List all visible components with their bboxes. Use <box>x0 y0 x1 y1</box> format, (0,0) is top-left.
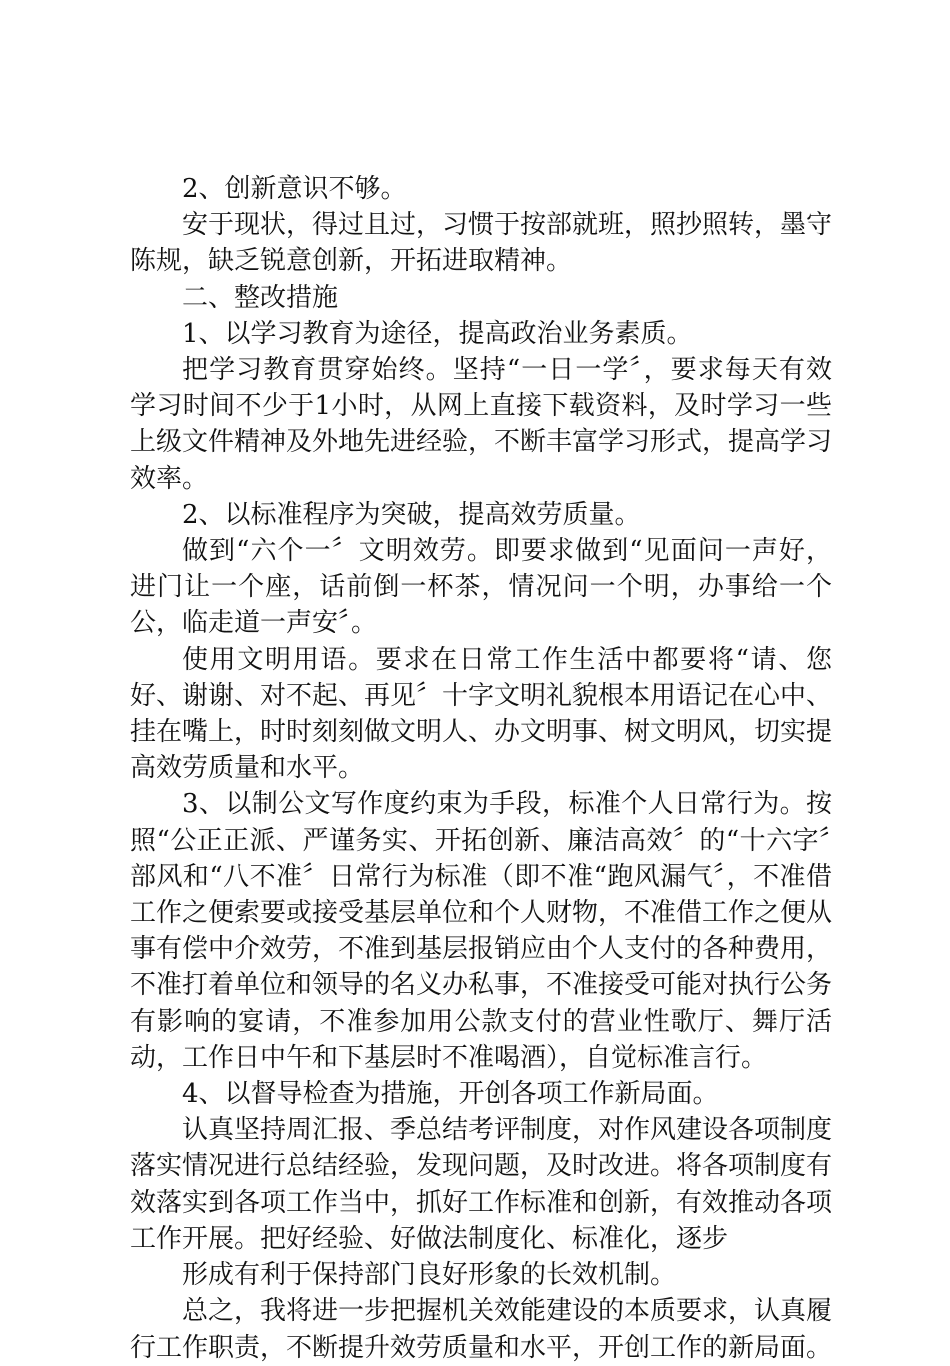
paragraph-1: 2、创新意识不够。 <box>182 174 407 204</box>
paragraph-11: 认真坚持周汇报、季总结考评制度，对作风建设各项制度落实情况进行总结经验，发现问题，及时改进。将各项制度有效落实到各项工作当中，抓好工作标准和创新，有效推动各项工作开展。把好经验、好做法制度化、标准化，逐步 <box>130 1115 833 1254</box>
paragraph-6: 2、以标准程序为突破，提高效劳质量。 <box>182 499 641 530</box>
paragraph-2: 安于现状，得过且过，习惯于按部就班，照抄照转，墨守陈规，缺乏锐意创新，开拓进取精神。 <box>130 210 833 277</box>
document-body <box>130 171 832 1366</box>
paragraph-8: 使用文明用语。要求在日常工作生活中都要将“请、您好、谢谢、对不起、再见〞十字文明礼貌根本用语记在心中、挂在嘴上，时时刻刻做文明人、办文明事、树文明风，切实提高效劳质量和水平。 <box>130 644 833 784</box>
paragraph-10: 4、以督导检查为措施，开创各项工作新局面。 <box>182 1079 719 1110</box>
paragraph-13: 总之，我将进一步把握机关效能建设的本质要求，认真履行工作职责，不断提升效劳质量和水平，开创工作的新局面。 <box>130 1296 833 1363</box>
paragraph-5: 把学习教育贯穿始终。坚持“一日一学〞，要求每天有效学习时间不少于1小时，从网上直接下载资料，及时学习一些上级文件精神及外地先进经验，不断丰富学习形式，提高学习效率。 <box>130 355 833 494</box>
paragraph-9: 3、以制公文写作度约束为手段，标准个人日常行为。按照“公正正派、严谨务实、开拓创新、廉洁高效〞的“十六字〞部风和“八不准〞日常行为标准（即不准“跑风漏气〞，不准借工作之便索要或接受基层单位和个人财物，不准借工作之便从事有偿中介效劳，不准到基层报销应由个人支付的各种费用，不准打着单位和领导的名义办私事，不准接受可能对执行公务有影响的宴请，不准参加用公款支付的营业性歌厅、舞厅活动，工作日中午和下基层时不准喝酒），自觉标准言行。 <box>130 789 833 1073</box>
paragraph-7: 做到“六个一〞文明效劳。即要求做到“见面问一声好，进门让一个座，话前倒一杯茶，情况问一个明，办事给一个公，临走道一声安〞。 <box>130 536 832 639</box>
paragraph-12: 形成有利于保持部门良好形象的长效机制。 <box>182 1260 677 1291</box>
paragraph-4: 1、以学习教育为途径，提高政治业务素质。 <box>182 318 693 349</box>
section-heading: 二、整改措施 <box>182 282 339 313</box>
